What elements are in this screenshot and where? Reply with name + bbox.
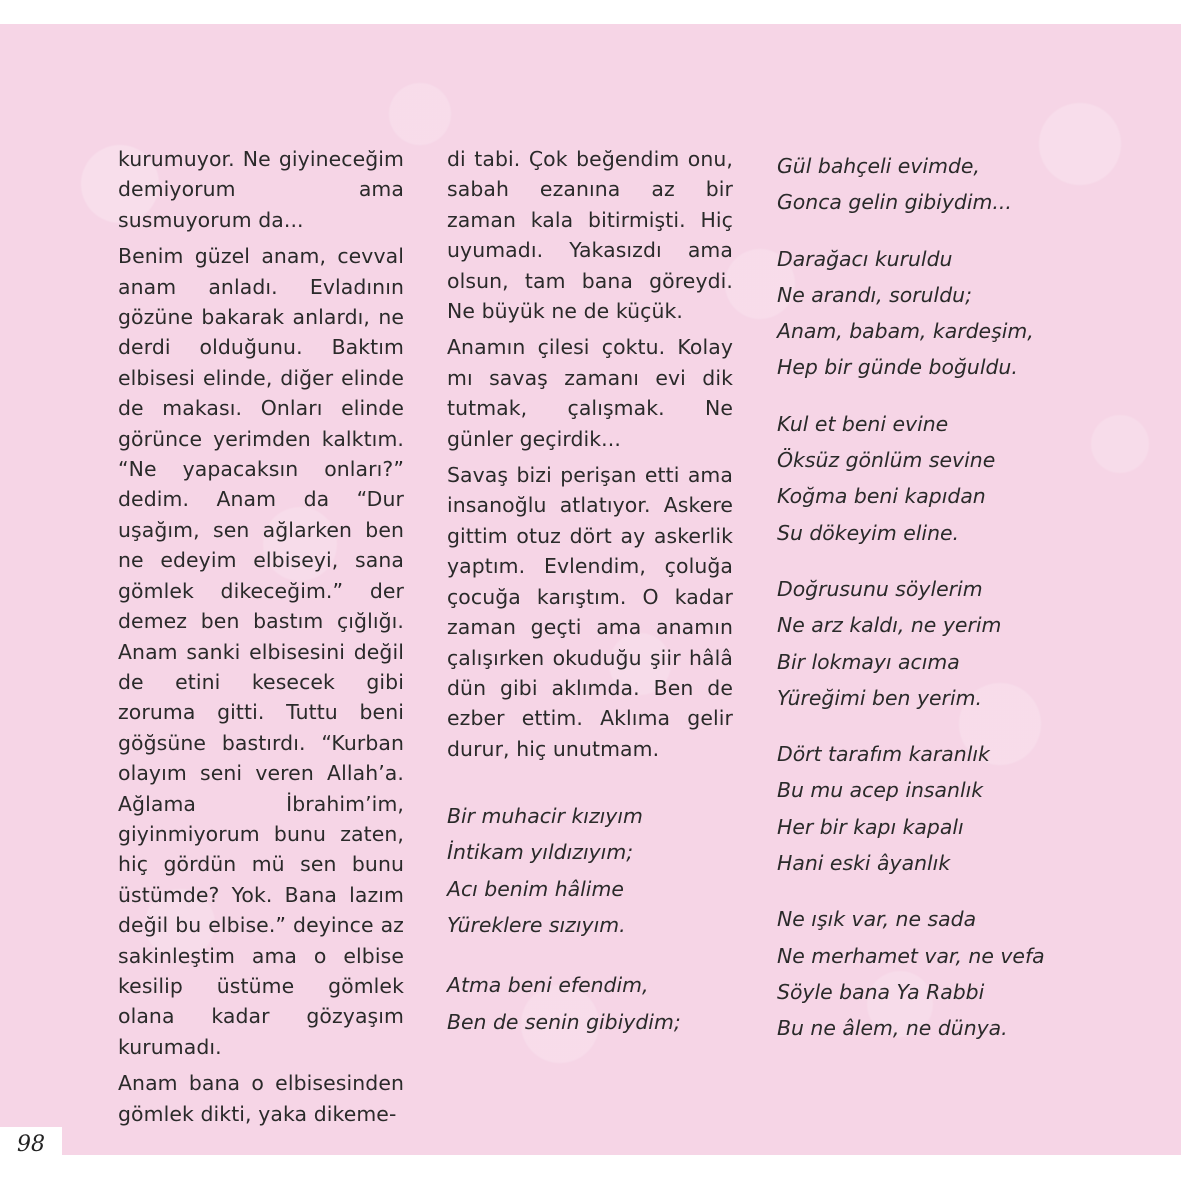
poem-line: Yüreğimi ben yerim.	[777, 685, 982, 710]
poem-line: Yüreklere sızıyım.	[447, 913, 626, 938]
poem-stanza	[777, 406, 1077, 551]
poem-stanza	[447, 798, 733, 943]
poem-stanza	[777, 148, 1077, 221]
text-column-middle	[447, 144, 733, 1064]
poem-line: Bir muhacir kızıyım	[447, 804, 643, 829]
poem-line: Ne arandı, soruldu;	[777, 282, 972, 307]
paragraph: di tabi. Çok beğendim onu, sabah ezanına az bir zaman kala bitirmişti. Hiç uyumadı. Yakasızdı ama olsun, tam bana göreydi. Ne büyük ne de küçük.	[447, 147, 733, 324]
poem-line: Gül bahçeli evimde,	[777, 154, 980, 178]
poem-stanza	[447, 967, 733, 1040]
poem-stanza	[777, 571, 1077, 716]
poem-line: Atma beni efendim,	[447, 973, 649, 998]
paragraph: kurumuyor. Ne giyineceğim demiyorum ama susmuyorum da...	[118, 147, 404, 232]
page-number: 98	[0, 1127, 62, 1159]
poem-line: Ne merhamet var, ne vefa	[777, 943, 1045, 968]
poem-line: Doğrusunu söylerim	[777, 576, 983, 601]
poem-stanza	[777, 901, 1077, 1046]
poem-line: Acı benim hâlime	[447, 876, 624, 901]
poem-line: Koğma beni kapıdan	[777, 484, 986, 509]
poem-line: Öksüz gönlüm sevine	[777, 448, 996, 473]
poem-stanza	[777, 736, 1077, 881]
poem-line: Gonca gelin gibiydim...	[777, 190, 1012, 215]
poem-line: Bir lokmayı acıma	[777, 649, 960, 674]
paragraph: Benim güzel anam, cevval anam anladı. Evladının gözüne bakarak anlardı, ne derdi olduğunu. Baktım elbisesi elinde, diğer elinde de makası. Onları elinde görünce yerimden kalktım. “Ne yapacaksın onları?” dedim. Anam da “Dur uşağım, sen ağlarken ben ne edeyim elbiseyi, sana gömlek dikeceğim.” der demez ben bastım çığlığı. Anam sanki elbisesini değil de etini kesecek gibi zoruma gitti. Tuttu beni göğsüne bastırdı. “Kurban olayım seni veren Allah’a. Ağlama İbrahim’im, giyinmiyorum bunu zaten, hiç gördün mü sen bunu üstümde? Yok. Bana lazım değil bu elbise.” deyince az sakinleştim ama o elbise kesilip üstüme gömlek olana kadar gözyaşım kurumadı.	[118, 244, 404, 1059]
poem-line: Anam, babam, kardeşim,	[777, 319, 1034, 344]
poem-line: Bu mu acep insanlık	[777, 778, 984, 803]
poem-line: Darağacı kuruldu	[777, 246, 953, 271]
poem-line: Hani eski âyanlık	[777, 851, 951, 876]
poem-line: Bu ne âlem, ne dünya.	[777, 1016, 1008, 1041]
poem-line: Söyle bana Ya Rabbi	[777, 979, 985, 1004]
poem-line: Ne ışık var, ne sada	[777, 907, 977, 932]
poem-line: Hep bir günde boğuldu.	[777, 355, 1018, 380]
paragraph: Savaş bizi perişan etti ama insanoğlu atlatıyor. Askere gittim otuz dört ay askerlik yaptım. Evlendim, çoluğa çocuğa karıştım. O kadar zaman geçti ama anamın çalışırken okuduğu şiir hâlâ dün gibi aklımda. Ben de ezber ettim. Aklıma gelir durur, hiç unutmam.	[447, 463, 733, 761]
paragraph: Anamın çilesi çoktu. Kolay mı savaş zamanı evi dik tutmak, çalışmak. Ne günler geçirdik...	[447, 335, 733, 451]
poem-section	[447, 798, 733, 1040]
text-column-left	[118, 144, 404, 1135]
poem-line: Kul et beni evine	[777, 411, 949, 436]
page-background	[0, 24, 1181, 1155]
paragraph: Anam bana o elbisesinden gömlek dikti, yaka dikeme-	[118, 1071, 404, 1126]
poem-line: Ben de senin gibiydim;	[447, 1009, 681, 1034]
poem-stanza	[777, 241, 1077, 386]
poem-line: Su dökeyim eline.	[777, 520, 960, 545]
poem-line: Her bir kapı kapalı	[777, 814, 964, 839]
poem-line: İntikam yıldızıyım;	[447, 840, 634, 865]
poem-column-right	[777, 148, 1077, 1067]
poem-line: Ne arz kaldı, ne yerim	[777, 613, 1002, 638]
poem-line: Dört tarafım karanlık	[777, 742, 990, 767]
